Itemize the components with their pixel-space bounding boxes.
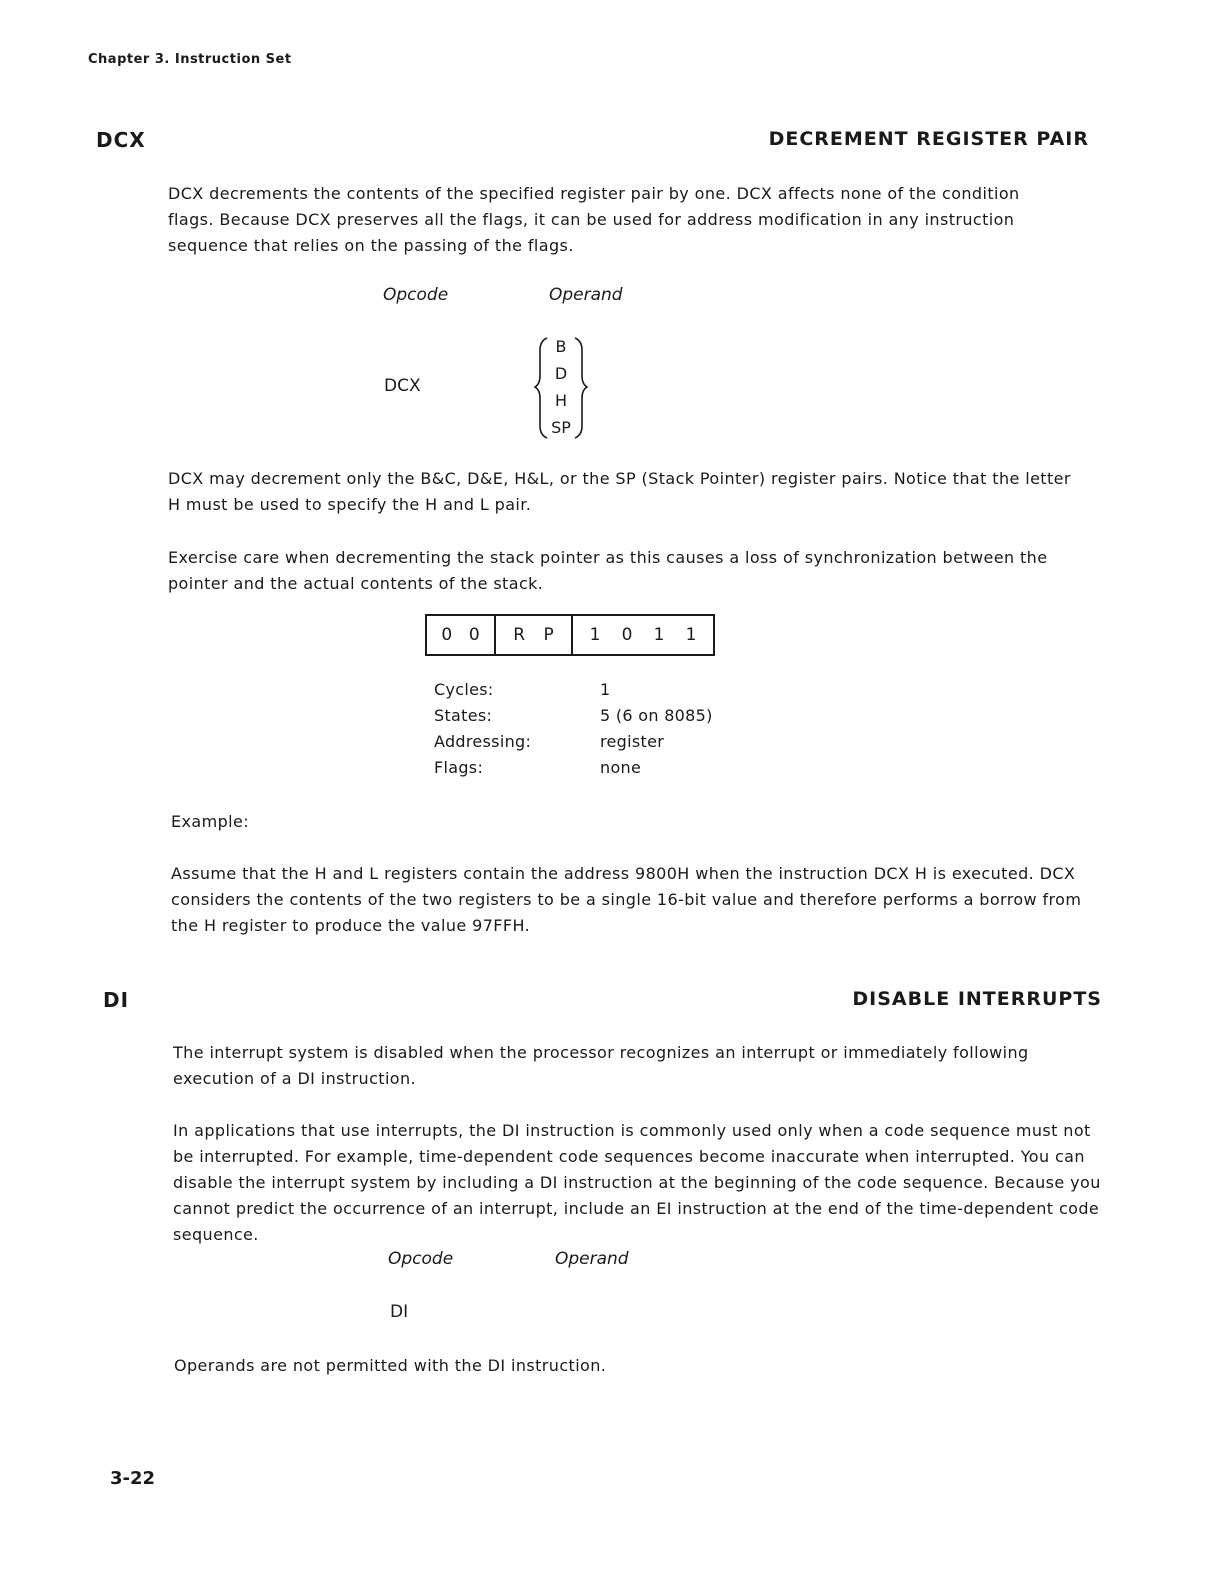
operand-b: B bbox=[555, 337, 567, 356]
spec-value-addressing: register bbox=[600, 732, 665, 751]
dcx-stack-pointer-note: Exercise care when decrementing the stack pointer as this causes a loss of synchronization between the pointer and the actual contents of the stack. bbox=[168, 548, 1048, 593]
encoding-register-pair-bits bbox=[496, 616, 573, 654]
dcx-operand-label: Operand bbox=[549, 285, 623, 305]
di-mnemonic-heading: DI bbox=[103, 988, 130, 1012]
di-operands-note: Operands are not permitted with the DI instruction. bbox=[174, 1356, 607, 1375]
running-head: Chapter 3. Instruction Set bbox=[88, 52, 292, 67]
instruction-encoding-box bbox=[425, 614, 715, 656]
dcx-section-title: DECREMENT REGISTER PAIR bbox=[768, 128, 1089, 150]
spec-value-cycles: 1 bbox=[600, 680, 611, 699]
encoding-bit: 0 bbox=[441, 625, 453, 645]
spec-label-cycles: Cycles: bbox=[434, 680, 494, 699]
encoding-bit: 1 bbox=[589, 625, 601, 645]
encoding-bit: 1 bbox=[653, 625, 665, 645]
encoding-prefix-bits bbox=[427, 616, 496, 654]
encoding-bit: R bbox=[513, 625, 526, 645]
encoding-bit: 1 bbox=[685, 625, 697, 645]
spec-label-flags: Flags: bbox=[434, 758, 484, 777]
di-section-title: DISABLE INTERRUPTS bbox=[852, 988, 1102, 1010]
di-opcode-label: Opcode bbox=[388, 1249, 454, 1269]
dcx-example-label: Example: bbox=[171, 812, 250, 831]
encoding-bit: P bbox=[543, 625, 554, 645]
dcx-operand-list bbox=[547, 333, 575, 441]
spec-value-flags: none bbox=[600, 758, 642, 777]
spec-label-states: States: bbox=[434, 706, 493, 725]
encoding-bit: 0 bbox=[468, 625, 480, 645]
encoding-bit: 0 bbox=[621, 625, 633, 645]
di-paragraph-1: The interrupt system is disabled when the processor recognizes an interrupt or immediately following execution of a DI instruction. bbox=[173, 1043, 1029, 1088]
spec-label-addressing: Addressing: bbox=[434, 732, 532, 751]
di-paragraph-2: In applications that use interrupts, the DI instruction is commonly used only when a code sequence must not be interrupted. For example, time-dependent code sequences become inaccurate when interrupted. You can disable the interrupt system by including a DI instruction at the beginning of the code sequence. Because you cannot predict the occurrence of an interrupt, include an EI instruction at the end of the time-dependent code sequence. bbox=[173, 1121, 1101, 1244]
page-number: 3-22 bbox=[110, 1468, 156, 1489]
dcx-opcode-label: Opcode bbox=[383, 285, 449, 305]
operand-sp: SP bbox=[551, 418, 571, 437]
dcx-opcode-value: DCX bbox=[384, 376, 421, 396]
dcx-register-pairs-note: DCX may decrement only the B&C, D&E, H&L, or the SP (Stack Pointer) register pairs. Notice that the letter H must be used to specify the H and L pair. bbox=[168, 469, 1071, 514]
dcx-example-text: Assume that the H and L registers contain the address 9800H when the instruction DCX H is executed. DCX considers the contents of the two registers to be a single 16-bit value and therefore performs a borrow from the H register to produce the value 97FFH. bbox=[171, 864, 1082, 935]
di-opcode-value: DI bbox=[390, 1302, 409, 1322]
operand-d: D bbox=[554, 364, 568, 383]
spec-labels bbox=[434, 677, 531, 781]
encoding-suffix-bits bbox=[573, 616, 713, 654]
di-operand-label: Operand bbox=[555, 1249, 629, 1269]
dcx-intro-paragraph: DCX decrements the contents of the specified register pair by one. DCX affects none of the condition flags. Because DCX preserves all the flags, it can be used for address modification in any instruction sequence that relies on the passing of the flags. bbox=[168, 184, 1020, 255]
spec-values bbox=[600, 677, 713, 781]
operand-h: H bbox=[554, 391, 568, 410]
spec-value-states: 5 (6 on 8085) bbox=[600, 706, 713, 725]
dcx-mnemonic-heading: DCX bbox=[96, 128, 146, 152]
